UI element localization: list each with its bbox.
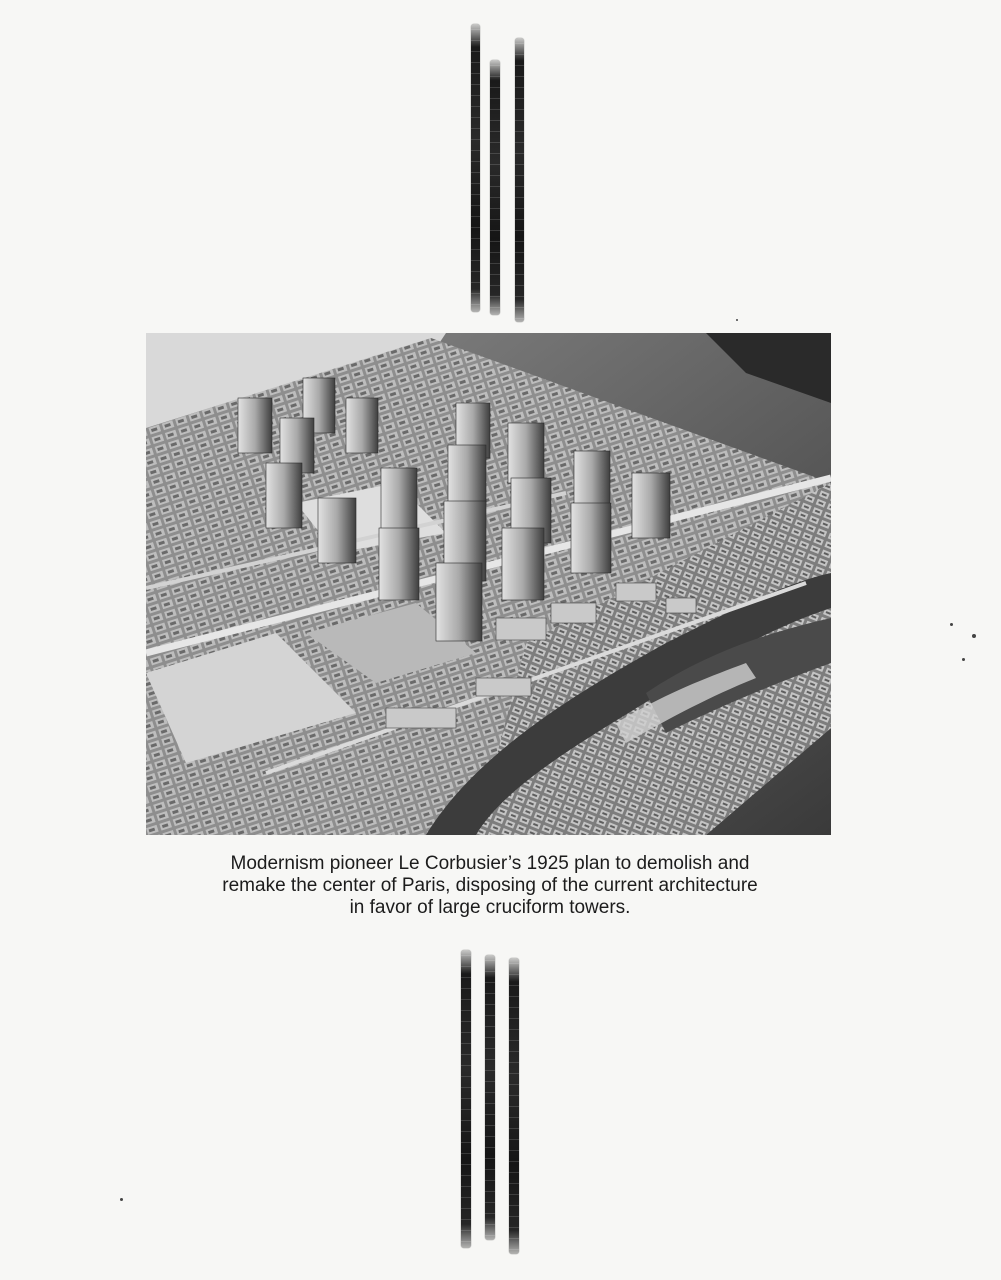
paper-speck [120,1198,123,1201]
caption-line: remake the center of Paris, disposing of the current architecture [222,875,758,896]
photograph-illustration [146,333,831,835]
caption-line: in favor of large cruciform towers. [349,897,631,918]
paper-speck [962,658,965,661]
top-crayon-stroke-right [515,38,524,322]
paris-model-photograph [146,333,831,835]
bottom-crayon-stroke-middle [485,955,495,1240]
paper-speck [736,319,738,321]
paper-speck [950,623,953,626]
top-crayon-stroke-left [471,24,480,312]
caption-line: Modernism pioneer Le Corbusier’s 1925 plan to demolish and [230,853,750,874]
bottom-crayon-stroke-right [509,958,519,1254]
bottom-crayon-stroke-left [461,950,471,1248]
top-crayon-stroke-middle [490,60,500,315]
paper-speck [972,634,976,638]
figure-caption [140,853,840,919]
